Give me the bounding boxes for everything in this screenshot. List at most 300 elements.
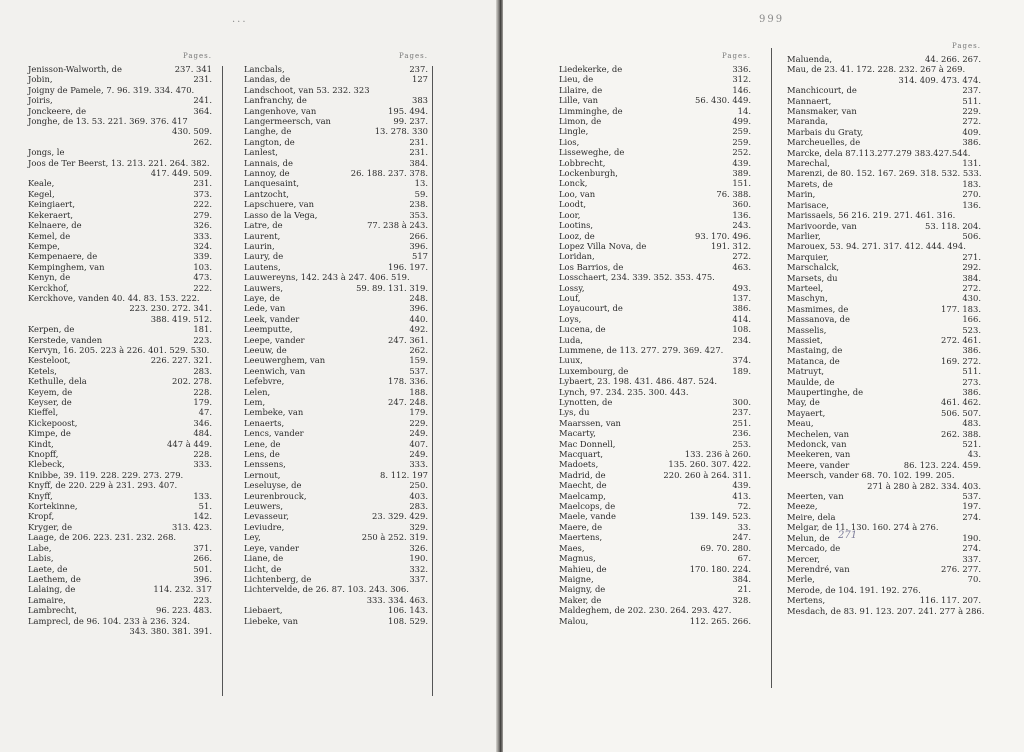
index-entry <box>244 376 428 386</box>
entry-pages: 430. <box>962 293 981 304</box>
entry-name: Lamprecl, de 96. 104. 233 à 236. 324. <box>28 615 191 626</box>
entry-pages: 181. <box>193 324 212 335</box>
entry-pages: 133. <box>193 490 212 501</box>
index-entry <box>787 252 981 262</box>
entry-name: Louf, <box>559 292 581 303</box>
entry-pages: 197. <box>962 501 981 512</box>
left-column-2 <box>244 52 428 626</box>
entries-list <box>28 64 212 636</box>
entry-name: Merendré, van <box>787 563 850 574</box>
entry-name: Lancbals, <box>244 64 285 74</box>
entry-name: Lantzocht, <box>244 188 289 199</box>
entry-pages: 47. <box>198 407 212 418</box>
entry-name: Mau, de 23. 41. 172. 228. 232. 267 à 269. <box>787 64 966 75</box>
index-entry <box>244 355 428 365</box>
index-entry <box>244 511 428 521</box>
entry-name: Lanfranchy, de <box>244 95 307 106</box>
index-entry <box>244 574 428 584</box>
index-entry <box>787 595 981 605</box>
entry-pages: 493. <box>732 282 751 293</box>
entry-name: Keyem, de <box>28 386 73 397</box>
entry-name: Marsets, du <box>787 272 838 283</box>
index-entry <box>244 428 428 438</box>
entry-name: Kerpen, de <box>28 324 75 335</box>
index-entry <box>28 64 212 74</box>
index-entry <box>787 543 981 553</box>
index-entry <box>244 168 428 178</box>
entry-pages: 223. 230. 272. 341. <box>129 303 212 314</box>
index-entry <box>28 522 212 532</box>
index-entry <box>244 335 428 345</box>
index-entry <box>787 54 981 64</box>
index-entry <box>244 459 428 469</box>
entry-pages: 386. <box>962 137 981 148</box>
index-entry <box>559 553 751 563</box>
entry-name: Lenaerts, <box>244 417 285 428</box>
entry-name: Lanlest, <box>244 147 278 158</box>
entry-pages: 196. 197. <box>388 261 428 272</box>
entry-name: Lille, van <box>559 95 598 106</box>
entry-pages: 251. <box>732 417 751 428</box>
entry-name: Loyaucourt, de <box>559 303 623 314</box>
entry-name: Leeuwerghem, van <box>244 355 326 366</box>
entry-name: Kenyn, de <box>28 272 71 283</box>
entry-name: Leseluyse, de <box>244 480 302 491</box>
index-entry <box>787 85 981 95</box>
entries-list <box>787 54 985 616</box>
entry-pages: 250 à 252. 319. <box>361 532 428 543</box>
index-entry <box>28 231 212 241</box>
column-header: Pages. <box>398 52 428 60</box>
entry-pages: 329. <box>409 521 428 532</box>
entry-pages: 273. <box>962 376 981 387</box>
entry-name: Marbais du Graty, <box>787 126 864 137</box>
entry-name: Leeuw, de <box>244 344 287 355</box>
entry-name: Lautens, <box>244 261 281 272</box>
entry-pages: 447 à 449. <box>167 438 212 449</box>
index-entry <box>244 324 428 334</box>
index-entry <box>244 543 428 553</box>
entry-pages: 26. 188. 237. 378. <box>350 168 428 179</box>
index-entry <box>244 584 428 594</box>
entry-name: Maulde, de <box>787 376 835 387</box>
index-entry <box>787 418 981 428</box>
index-entry <box>559 355 751 365</box>
index-entry <box>244 303 428 313</box>
entry-name: Lichtenberg, de <box>244 573 312 584</box>
right-page-number: 999 <box>759 14 785 25</box>
entry-pages: 96. 223. 483. <box>156 605 212 616</box>
entry-pages: 136. <box>732 209 751 220</box>
index-entry <box>244 199 428 209</box>
entry-pages: 249. <box>409 449 428 460</box>
index-entry <box>559 241 751 251</box>
index-entry <box>244 137 428 147</box>
entry-name: Maele, vande <box>559 511 616 522</box>
entry-name: Massiet, <box>787 334 823 345</box>
index-entry <box>559 407 751 417</box>
entry-name: Lybaert, 23. 198. 431. 486. 487. 524. <box>559 376 718 387</box>
entry-pages: 112. 265. 266. <box>689 615 751 626</box>
index-entry <box>28 168 212 178</box>
index-entry <box>28 418 212 428</box>
entry-name: Maldeghem, de 202. 230. 264. 293. 427. <box>559 605 732 616</box>
entry-name: Leenwich, van <box>244 365 306 376</box>
entry-name: Madoets, <box>559 459 599 470</box>
entry-name: Lossy, <box>559 282 585 293</box>
index-entry <box>559 168 751 178</box>
entry-name: Mertens, <box>787 595 826 606</box>
entry-pages: 272. <box>962 116 981 127</box>
index-entry <box>559 564 751 574</box>
entry-pages: 238. <box>409 199 428 210</box>
entry-pages: 333. <box>193 459 212 470</box>
entry-pages: 99. 237. <box>393 116 428 127</box>
entry-name: Mesdach, de 83. 91. 123. 207. 241. 277 à 286. <box>787 605 985 616</box>
index-entry <box>244 595 428 605</box>
entry-name: Kemel, de <box>28 230 71 241</box>
entry-name: Jonckeere, de <box>28 105 87 116</box>
entry-pages: 388. 419. 512. <box>150 313 212 324</box>
entry-name: Kethulle, dela <box>28 376 87 387</box>
entry-name: Lelen, <box>244 386 271 397</box>
entry-pages: 473. <box>193 272 212 283</box>
index-entry <box>244 147 428 157</box>
entry-name: Maigny, de <box>559 584 606 595</box>
entry-name: Jongs, le <box>28 147 65 158</box>
entry-name: Keale, <box>28 178 55 189</box>
entry-name: Leye, vander <box>244 542 299 553</box>
index-entry <box>28 178 212 188</box>
entry-name: Langton, de <box>244 136 295 147</box>
entry-pages: 396. <box>409 240 428 251</box>
entry-pages: 383 <box>412 95 428 106</box>
entry-name: Los Barrios, de <box>559 261 624 272</box>
index-entry <box>28 147 212 157</box>
entry-pages: 417. 449. 509. <box>150 168 212 179</box>
entry-pages: 8. 112. 197 <box>380 469 428 480</box>
entry-pages: 537. <box>962 491 981 502</box>
entry-name: Keingiaert, <box>28 199 76 210</box>
index-entry <box>559 418 751 428</box>
entry-pages: 337. <box>409 573 428 584</box>
index-entry <box>559 272 751 282</box>
index-entry <box>559 74 751 84</box>
entry-pages: 139. 149. 523. <box>689 511 751 522</box>
entry-name: Merle, <box>787 574 815 585</box>
entry-name: Liebeke, van <box>244 615 298 626</box>
entry-name: Kerckhove, vanden 40. 44. 83. 153. 222. <box>28 292 200 303</box>
index-entry <box>787 168 981 178</box>
entry-name: Lannoy, de <box>244 168 290 179</box>
index-entry <box>28 407 212 417</box>
entry-name: Laage, de 206. 223. 231. 232. 268. <box>28 532 177 543</box>
entry-name: Meeze, <box>787 501 818 512</box>
entry-pages: 231. <box>193 74 212 85</box>
index-entry <box>559 449 751 459</box>
index-entry <box>787 605 985 616</box>
entry-pages: 177. 183. <box>941 303 981 314</box>
index-entry <box>244 314 428 324</box>
index-entry <box>28 574 212 584</box>
index-entry <box>559 283 751 293</box>
entry-pages: 537. <box>409 365 428 376</box>
entry-pages: 364. <box>193 105 212 116</box>
index-entry <box>28 189 212 199</box>
entry-name: Langhe, de <box>244 126 292 137</box>
entry-pages: 414. <box>732 313 751 324</box>
index-entry <box>244 480 428 490</box>
index-entry <box>28 595 212 605</box>
entry-name: Maluenda, <box>787 54 833 64</box>
entry-name: Kimpe, de <box>28 428 71 439</box>
entry-pages: 333. 334. 463. <box>366 594 428 605</box>
entry-pages: 262. 388. <box>941 428 981 439</box>
entry-pages: 56. 430. 449. <box>695 95 751 106</box>
index-entry <box>28 335 212 345</box>
index-entry <box>787 325 981 335</box>
entry-pages: 413. <box>732 490 751 501</box>
entry-pages: 183. <box>962 178 981 189</box>
index-entry <box>28 85 212 95</box>
entry-pages: 202. 278. <box>172 376 212 387</box>
entry-name: Lynotten, de <box>559 397 613 407</box>
entry-name: Massanova, de <box>787 314 850 325</box>
entry-pages: 283. <box>193 365 212 376</box>
index-entry <box>28 480 212 490</box>
index-entry <box>28 241 212 251</box>
entry-pages: 506. 507. <box>941 407 981 418</box>
entry-name: Leviudre, <box>244 521 285 532</box>
index-entry <box>244 501 428 511</box>
entry-name: Lichtervelde, de 26. 87. 103. 243. 306. <box>244 584 409 595</box>
index-entry <box>559 293 751 303</box>
entry-name: Mahieu, de <box>559 563 607 574</box>
index-entry <box>28 303 212 313</box>
index-entry <box>559 428 751 438</box>
entry-name: Marechal, <box>787 158 830 169</box>
entry-pages: 13. 278. 330 <box>374 126 428 137</box>
entry-name: Lauwereyns, 142. 243 à 247. 406. 519. <box>244 272 410 283</box>
index-entry <box>28 428 212 438</box>
index-entry <box>559 574 751 584</box>
index-entry <box>787 189 981 199</box>
index-entry <box>559 210 751 220</box>
entry-pages: 191. 312. <box>711 240 751 251</box>
entry-name: Ley, <box>244 532 261 543</box>
index-entry <box>559 345 751 355</box>
entry-name: Langermeersch, van <box>244 116 331 127</box>
entry-pages: 231. <box>409 147 428 158</box>
entry-name: Kempinghem, van <box>28 261 105 272</box>
index-entry <box>28 376 212 386</box>
entry-name: Marets, de <box>787 178 833 189</box>
entry-pages: 373. <box>193 188 212 199</box>
entry-name: Labis, <box>28 553 54 564</box>
index-entry <box>244 397 428 407</box>
index-entry <box>559 480 751 490</box>
entry-name: Lencs, vander <box>244 428 304 439</box>
entry-name: Kickepoost, <box>28 417 78 428</box>
entry-name: Lenssens, <box>244 459 286 470</box>
index-entry <box>559 147 751 157</box>
entry-pages: 146. <box>732 84 751 95</box>
entry-pages: 499. <box>732 116 751 127</box>
entry-pages: 51. <box>198 501 212 512</box>
entry-name: Macquart, <box>559 449 604 460</box>
entry-pages: 396. <box>193 573 212 584</box>
index-entry <box>28 366 212 376</box>
index-entry <box>28 470 212 480</box>
index-entry <box>559 605 751 615</box>
entry-name: Loodt, <box>559 199 587 210</box>
index-entry <box>244 366 428 376</box>
index-entry <box>787 273 981 283</box>
entry-name: Meere, vander <box>787 459 850 470</box>
entry-pages: 234. <box>732 334 751 345</box>
index-entry <box>28 283 212 293</box>
entry-pages: 521. <box>962 439 981 450</box>
entry-name: Maschyn, <box>787 293 828 304</box>
entry-pages: 439. <box>732 157 751 168</box>
entry-pages: 69. 70. 280. <box>700 542 751 553</box>
index-entry <box>787 460 981 470</box>
entry-name: Meekeren, van <box>787 449 851 460</box>
entry-name: Laury, de <box>244 251 284 262</box>
column-header: Pages. <box>182 52 212 60</box>
index-entry <box>559 470 751 480</box>
entry-name: Lobbrecht, <box>559 157 606 168</box>
entry-pages: 103. <box>193 261 212 272</box>
entry-name: Maelcops, de <box>559 501 616 512</box>
entry-pages: 21. <box>737 584 751 595</box>
entry-pages: 292. <box>962 262 981 273</box>
entry-pages: 262. <box>409 344 428 355</box>
index-entry <box>559 439 751 449</box>
index-entry <box>787 64 981 74</box>
index-entry <box>787 210 981 220</box>
entry-name: Marenzi, de 80. 152. 167. 269. 318. 532. 533. <box>787 168 982 179</box>
index-entry <box>559 543 751 553</box>
entry-name: Mac Donnell, <box>559 438 616 449</box>
index-entry <box>28 532 212 542</box>
entry-pages: 274. <box>962 511 981 522</box>
entry-name: Marivoorde, van <box>787 220 857 231</box>
index-entry <box>244 439 428 449</box>
entry-name: Melgar, de 11. 130. 160. 274 à 276. <box>787 522 939 533</box>
index-entry <box>28 158 212 168</box>
entry-pages: 523. <box>962 324 981 335</box>
index-entry <box>28 314 212 324</box>
entry-name: Meersch, vander 68. 70. 102. 199. 205. <box>787 470 955 481</box>
index-entry <box>28 137 212 147</box>
index-entry <box>28 106 212 116</box>
entries-list <box>244 64 428 626</box>
entry-name: Knopff, <box>28 449 59 460</box>
index-entry <box>244 532 428 542</box>
index-entry <box>787 200 981 210</box>
entry-pages: 374. <box>732 355 751 366</box>
entry-pages: 228. <box>193 386 212 397</box>
entry-pages: 137. <box>732 292 751 303</box>
entry-pages: 484. <box>193 428 212 439</box>
entry-name: Lockenburgh, <box>559 168 618 179</box>
entry-name: Lannais, de <box>244 157 293 168</box>
entry-pages: 407. <box>409 438 428 449</box>
index-entry <box>28 459 212 469</box>
entry-name: Loor, <box>559 209 581 220</box>
entry-name: Knibbe, 39. 119. 228. 229. 273. 279. <box>28 469 184 480</box>
entry-pages: 403. <box>409 490 428 501</box>
entry-name: Macarty, <box>559 428 596 439</box>
index-entry <box>28 616 212 626</box>
index-entry <box>244 64 428 74</box>
entry-pages: 461. 462. <box>941 397 981 408</box>
entry-pages: 106. 143. <box>388 605 428 616</box>
index-entry <box>28 210 212 220</box>
entry-pages: 116. 117. 207. <box>919 595 981 606</box>
entry-name: Knyff, <box>28 490 53 501</box>
entry-name: Lucena, de <box>559 324 606 335</box>
entry-name: Marcheuelles, de <box>787 137 861 148</box>
entry-name: Liebaert, <box>244 605 283 616</box>
entry-pages: 339. <box>193 251 212 262</box>
index-entry <box>559 64 751 74</box>
entry-name: Marin, <box>787 189 816 200</box>
index-entry <box>559 491 751 501</box>
index-entry <box>787 158 981 168</box>
entry-pages: 222. <box>193 282 212 293</box>
index-entry <box>559 95 751 105</box>
entry-pages: 43. <box>967 449 981 460</box>
index-entry <box>559 584 751 594</box>
index-entry <box>244 231 428 241</box>
entry-name: Mercer, <box>787 553 820 564</box>
column-divider <box>432 66 433 696</box>
entry-pages: 190. <box>962 532 981 543</box>
entry-pages: 360. <box>732 199 751 210</box>
entry-name: Lede, van <box>244 303 286 314</box>
entry-pages: 259. <box>732 136 751 147</box>
index-entry <box>28 345 212 355</box>
index-entry <box>244 272 428 282</box>
entry-pages: 159. <box>409 355 428 366</box>
index-entry <box>28 553 212 563</box>
index-entry <box>787 356 981 366</box>
entry-name: Merode, de 104. 191. 192. 276. <box>787 584 921 595</box>
entry-name: Mastaing, de <box>787 345 843 356</box>
entry-pages: 93. 170. 496. <box>695 230 751 241</box>
entry-name: Lios, <box>559 136 580 147</box>
entry-pages: 243. <box>732 220 751 231</box>
entry-name: Jobin, <box>28 74 53 85</box>
entry-name: Kervyn, 16. 205. 223 à 226. 401. 529. 530. <box>28 344 210 355</box>
entry-pages: 166. <box>962 314 981 325</box>
entry-name: Maupertinghe, de <box>787 387 864 397</box>
entry-name: Jenisson-Walworth, de <box>28 64 122 74</box>
entry-pages: 501. <box>193 563 212 574</box>
index-entry <box>28 397 212 407</box>
entry-name: Kieffel, <box>28 407 59 418</box>
index-entry <box>28 491 212 501</box>
index-entry <box>244 106 428 116</box>
index-entry <box>559 501 751 511</box>
index-entry <box>559 220 751 230</box>
index-entry <box>244 616 428 626</box>
entry-pages: 237. <box>409 64 428 74</box>
entry-name: Leuwers, <box>244 501 284 512</box>
entry-pages: 72. <box>737 501 751 512</box>
